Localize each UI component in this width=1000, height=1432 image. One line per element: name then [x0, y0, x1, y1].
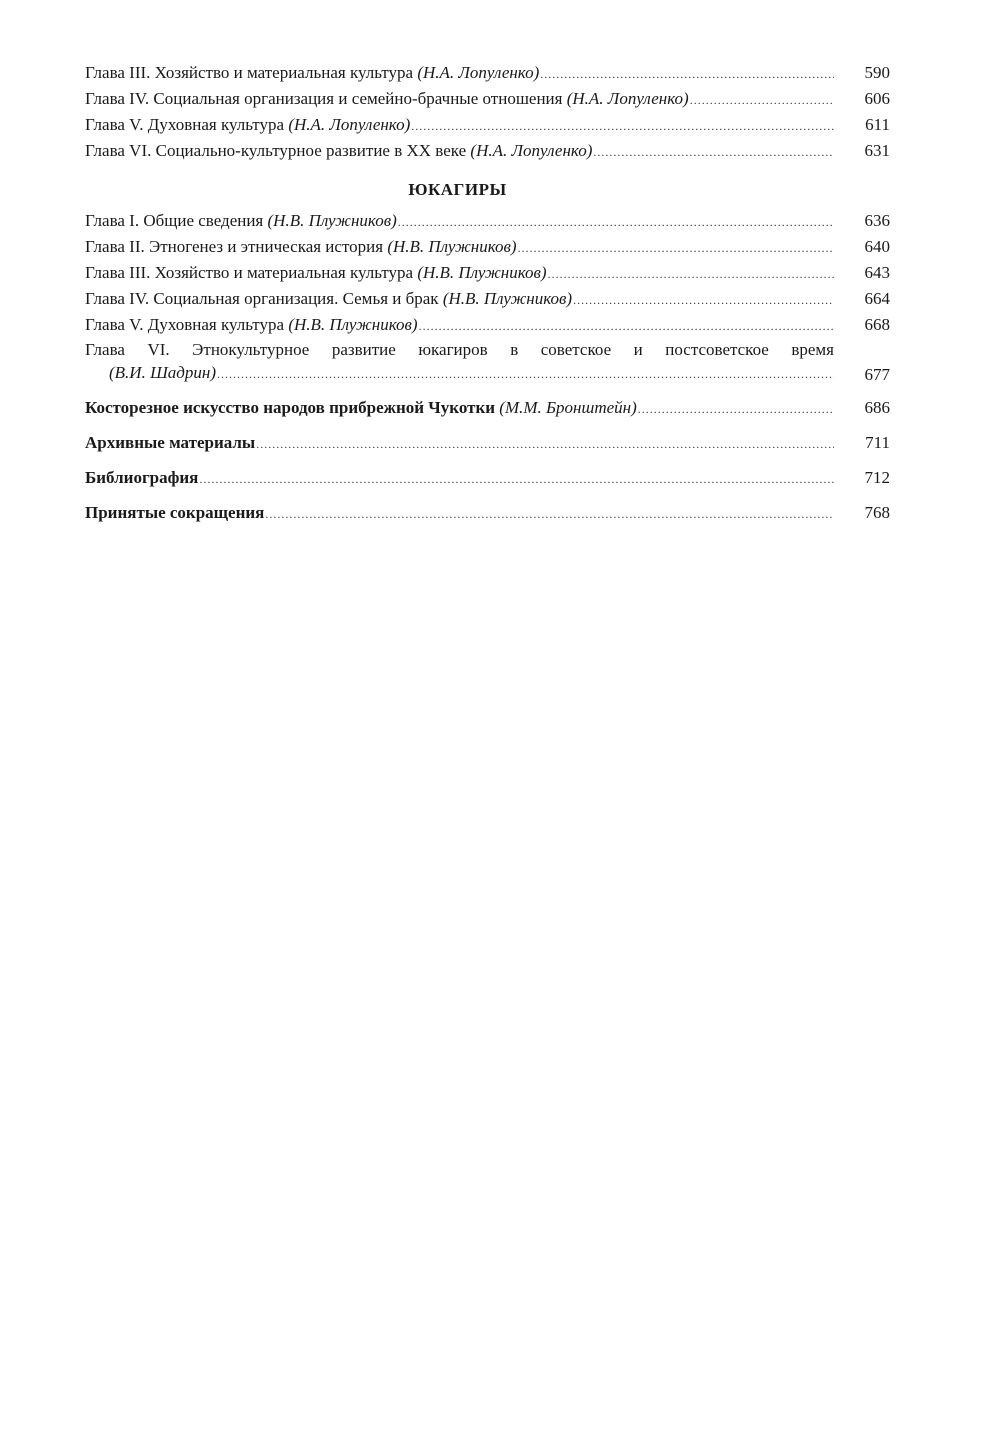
toc-page-number: 631 — [864, 141, 890, 160]
toc-entry-author: (Н.А. Лопуленко) — [566, 89, 689, 108]
leader-dots — [690, 87, 834, 113]
toc-entry — [85, 260, 890, 286]
toc-entry — [85, 208, 890, 234]
leader-dots — [593, 139, 834, 165]
toc-entry — [85, 286, 890, 312]
toc-page-number: 686 — [864, 398, 890, 417]
toc-page-number: 664 — [864, 289, 890, 308]
toc-entry-title: Глава IV. Социальная организация и семейно-брачные отношения — [85, 89, 567, 108]
leader-dots — [540, 61, 834, 87]
toc-page-number: 640 — [864, 237, 890, 256]
toc-entry-author: (Н.А. Лопуленко) — [417, 63, 540, 82]
toc-entry-title: Библиография — [85, 468, 199, 487]
toc-page-number: 712 — [864, 468, 890, 487]
leader-dots — [398, 209, 834, 235]
toc-entry-author: (В.И. Шадрин) — [109, 363, 216, 382]
toc-page-number: 711 — [865, 433, 890, 452]
toc-entry — [85, 138, 890, 164]
leader-dots — [217, 363, 834, 386]
toc-entry-author: (М.М. Бронштейн) — [495, 398, 637, 417]
leader-dots — [265, 501, 834, 527]
leader-dots — [419, 313, 834, 339]
toc-entry — [85, 86, 890, 112]
toc-entry-author: (Н.В. Плужников) — [417, 263, 547, 282]
toc-entry — [85, 60, 890, 86]
toc-entry-author: (Н.В. Плужников) — [267, 211, 397, 230]
toc-entry-title: Глава VI. Социально-культурное развитие в XX веке — [85, 141, 471, 160]
toc-entry-title: Глава V. Духовная культура — [85, 115, 289, 134]
section-heading: ЮКАГИРЫ — [408, 180, 507, 199]
toc-entry-title: Глава II. Этногенез и этническая история — [85, 237, 388, 256]
leader-dots — [199, 466, 834, 492]
toc-page-number: 677 — [864, 365, 890, 384]
toc-entry-author: (Н.А. Лопуленко) — [470, 141, 593, 160]
toc-entry — [85, 395, 890, 421]
toc-page-number: 668 — [864, 315, 890, 334]
toc-entry-title: Косторезное искусство народов прибрежной Чукотки — [85, 398, 496, 417]
toc-page-number: 643 — [864, 263, 890, 282]
toc-entry-title: Глава III. Хозяйство и материальная культура — [85, 63, 418, 82]
toc-entry — [85, 112, 890, 138]
leader-dots — [548, 261, 834, 287]
toc-page-number: 636 — [864, 211, 890, 230]
leader-dots — [518, 235, 834, 261]
leader-dots — [411, 113, 834, 139]
toc-page-number: 606 — [864, 89, 890, 108]
toc-entry — [85, 430, 890, 456]
toc-entry-title: Глава III. Хозяйство и материальная культура — [85, 263, 418, 282]
toc-page-number: 768 — [864, 503, 890, 522]
toc-entry-author: (Н.А. Лопуленко) — [288, 115, 411, 134]
toc-page-number: 590 — [864, 63, 890, 82]
leader-dots — [256, 431, 834, 457]
toc-entry — [85, 312, 890, 338]
toc-entry-author: (Н.В. Плужников) — [387, 237, 517, 256]
toc-page-number: 611 — [865, 115, 890, 134]
toc-entry-title: Принятые сокращения — [85, 503, 265, 522]
toc-entry — [85, 465, 890, 491]
toc-entry-title: Глава I. Общие сведения — [85, 211, 268, 230]
leader-dots — [573, 287, 834, 313]
toc-entry-multiline — [85, 338, 890, 386]
toc-entry-author: (Н.В. Плужников) — [442, 289, 573, 308]
toc-entry — [85, 500, 890, 526]
toc-entry-title: Глава VI. Этнокультурное развитие юкагиров в советское и постсоветское время — [85, 340, 834, 359]
toc-entry-title: Архивные материалы — [85, 433, 256, 452]
toc-entry-author: (Н.В. Плужников) — [288, 315, 418, 334]
table-of-contents — [85, 60, 890, 526]
toc-entry-title: Глава IV. Социальная организация. Семья и брак — [85, 289, 443, 308]
toc-entry — [85, 234, 890, 260]
leader-dots — [638, 396, 834, 422]
toc-entry-title: Глава V. Духовная культура — [85, 315, 289, 334]
